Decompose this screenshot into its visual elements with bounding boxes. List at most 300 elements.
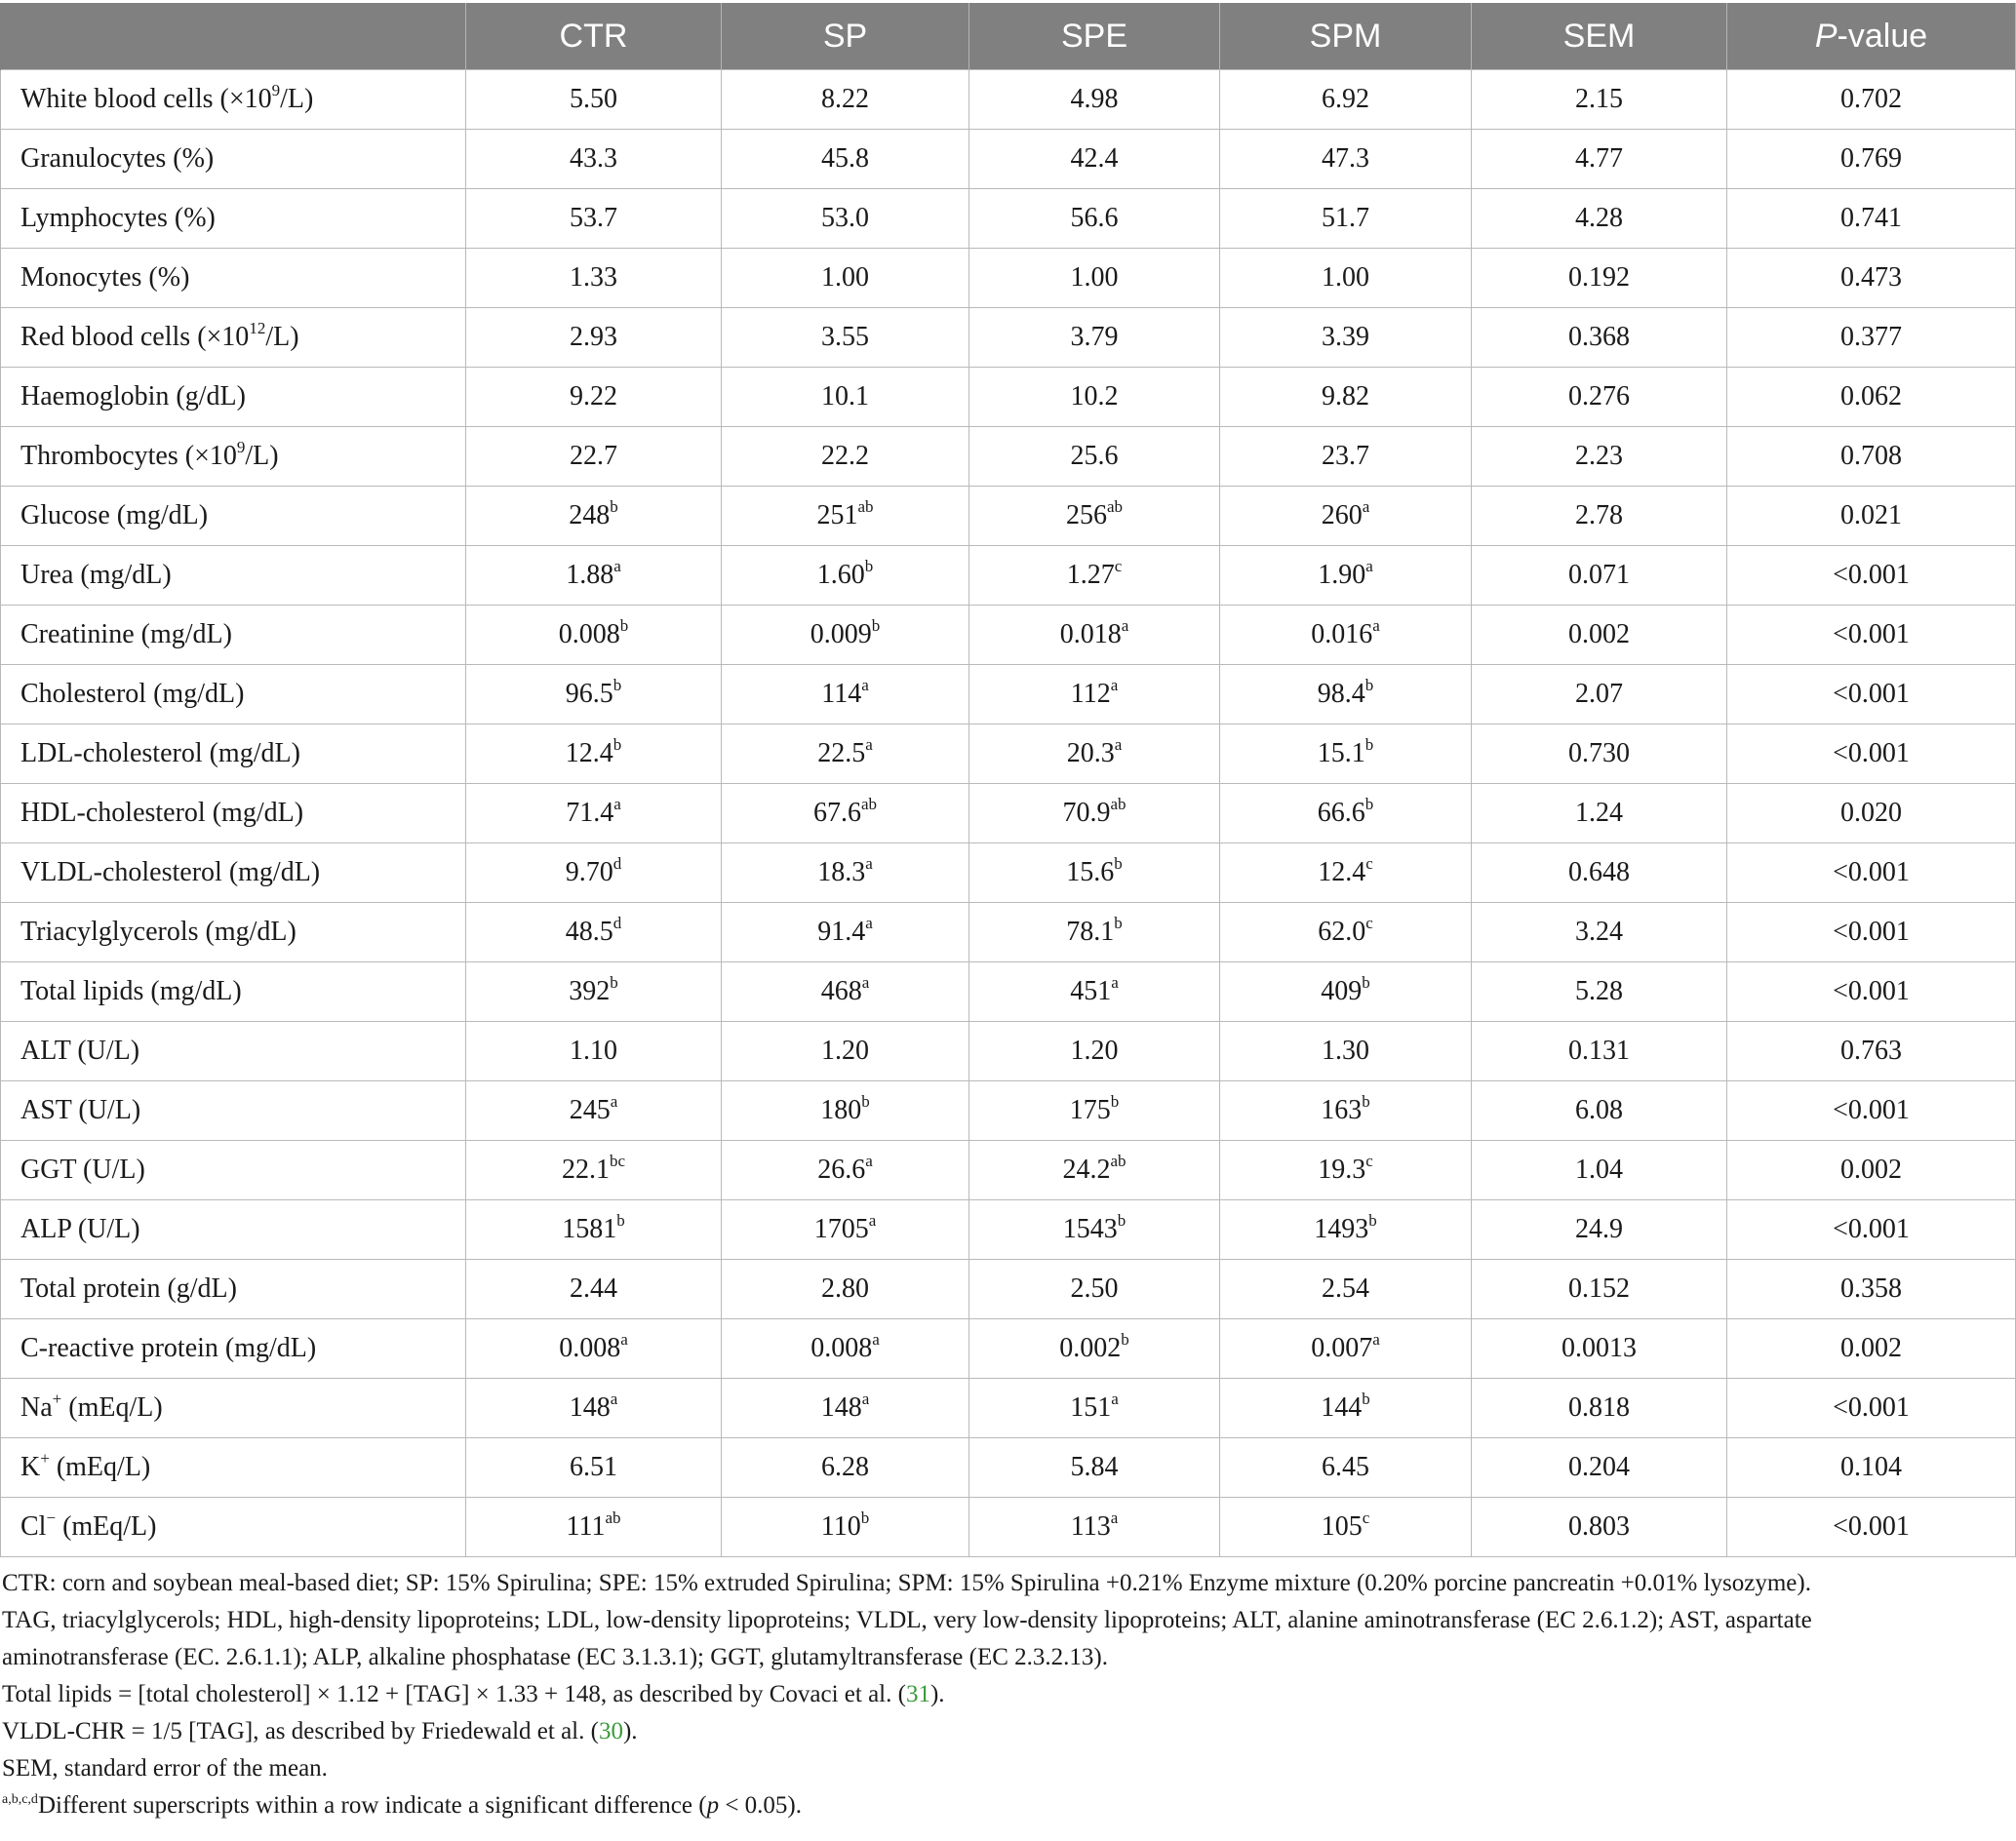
cell-value: 22.7	[570, 441, 617, 471]
cell-value: 111	[566, 1511, 606, 1542]
cell-value: 1705	[813, 1214, 869, 1244]
cell-value: 0.104	[1840, 1452, 1902, 1482]
cell-p-value	[1727, 1022, 2016, 1081]
cell-value: 2.54	[1322, 1273, 1369, 1304]
significance-superscript: b	[1364, 795, 1374, 813]
row-label	[1, 1438, 466, 1498]
table-body	[1, 70, 2016, 1557]
cell-value: 0.818	[1568, 1392, 1630, 1423]
table-row	[1, 665, 2016, 725]
cell-spe	[969, 70, 1220, 130]
cell-value: 251	[816, 500, 858, 530]
cell-value: 180	[820, 1095, 862, 1125]
cell-p-value	[1727, 1141, 2016, 1200]
significance-superscript: a	[861, 973, 870, 992]
row-label-text: Haemoglobin (g/dL)	[20, 381, 246, 411]
cell-spm	[1220, 665, 1472, 725]
row-label	[1, 189, 466, 249]
cell-sem	[1472, 903, 1727, 962]
significance-superscript: a	[865, 735, 873, 754]
row-label	[1, 843, 466, 903]
cell-sp	[722, 546, 969, 606]
significance-superscript: a	[1111, 973, 1119, 992]
cell-value: 70.9	[1062, 798, 1111, 828]
cell-p-value	[1727, 606, 2016, 665]
cell-value: 56.6	[1070, 203, 1119, 233]
row-label-unit: (mEq/L)	[49, 1452, 151, 1482]
row-label-text: Red blood cells (×10	[20, 322, 250, 352]
cell-value: 105	[1321, 1511, 1363, 1542]
significance-superscript: a	[613, 795, 621, 813]
row-label	[1, 546, 466, 606]
row-label	[1, 1200, 466, 1260]
cell-spm	[1220, 903, 1472, 962]
row-label-text: HDL-cholesterol (mg/dL)	[20, 798, 304, 828]
cell-value: 110	[820, 1511, 861, 1542]
table-row	[1, 725, 2016, 784]
cell-value: 260	[1321, 500, 1363, 530]
cell-spm	[1220, 249, 1472, 308]
cell-value: 43.3	[570, 143, 617, 174]
cell-sem	[1472, 1081, 1727, 1141]
cell-value: 5.28	[1575, 976, 1623, 1006]
footnote-superscripts	[2, 1787, 2016, 1824]
cell-ctr	[466, 308, 722, 368]
cell-value: 2.93	[570, 322, 617, 352]
significance-superscript: b	[613, 676, 622, 694]
significance-superscript: b	[619, 616, 629, 635]
cell-sp	[722, 427, 969, 487]
cell-sp	[722, 70, 969, 130]
cell-value: 0.008	[810, 1333, 873, 1363]
row-label-text: Triacylglycerols (mg/dL)	[20, 917, 296, 947]
significance-superscript: c	[1365, 1152, 1373, 1170]
significance-superscript: b	[1364, 735, 1374, 754]
cell-value: 1.88	[566, 560, 614, 590]
cell-spe	[969, 843, 1220, 903]
cell-value: 3.24	[1575, 917, 1623, 947]
row-label-text: AST (U/L)	[20, 1095, 141, 1125]
cell-spm	[1220, 1141, 1472, 1200]
footnote-vldl	[2, 1713, 2016, 1750]
significance-superscript: b	[1362, 1092, 1370, 1111]
significance-superscript: b	[1110, 1092, 1120, 1111]
cell-spe	[969, 130, 1220, 189]
cell-value: 392	[569, 976, 611, 1006]
cell-value: 144	[1321, 1392, 1363, 1423]
cell-spm	[1220, 843, 1472, 903]
significance-superscript: a	[1372, 1330, 1380, 1349]
cell-value: 0.769	[1840, 143, 1902, 174]
cell-value: 6.92	[1322, 84, 1369, 114]
significance-superscript: b	[1114, 914, 1123, 932]
cell-sp	[722, 1022, 969, 1081]
document	[0, 3, 2016, 1824]
significance-superscript: b	[1121, 1330, 1129, 1349]
p-value-suffix: -value	[1837, 17, 1928, 55]
cell-value: 18.3	[817, 857, 866, 887]
footnote-vldl-close: ).	[622, 1718, 638, 1744]
significance-superscript: b	[610, 497, 618, 516]
significance-superscript: a	[868, 1211, 877, 1230]
cell-sp	[722, 130, 969, 189]
cell-value: 148	[569, 1392, 611, 1423]
cell-value: 0.192	[1568, 262, 1630, 293]
significance-superscript: c	[1365, 914, 1373, 932]
cell-spm	[1220, 1081, 1472, 1141]
cell-p-value	[1727, 665, 2016, 725]
cell-ctr	[466, 249, 722, 308]
cell-sem	[1472, 427, 1727, 487]
table-row	[1, 1200, 2016, 1260]
cell-value: 10.2	[1070, 381, 1119, 411]
cell-sp	[722, 903, 969, 962]
cell-value: 62.0	[1318, 917, 1366, 947]
header-cell-spm: SPM	[1220, 3, 1472, 70]
cell-value: 25.6	[1070, 441, 1119, 471]
row-label	[1, 784, 466, 843]
header-cell-spe: SPE	[969, 3, 1220, 70]
row-label	[1, 665, 466, 725]
cell-ctr	[466, 1319, 722, 1379]
significance-superscript: a	[620, 1330, 628, 1349]
cell-spm	[1220, 1022, 1472, 1081]
row-label	[1, 903, 466, 962]
row-label-text: Total protein (g/dL)	[20, 1273, 237, 1304]
cell-value: 3.39	[1322, 322, 1369, 352]
cell-sem	[1472, 1022, 1727, 1081]
cell-ctr	[466, 427, 722, 487]
significance-superscript: c	[1362, 1508, 1370, 1527]
significance-superscript: b	[613, 735, 622, 754]
significance-superscript: a	[1110, 676, 1119, 694]
row-label	[1, 308, 466, 368]
row-label	[1, 1141, 466, 1200]
significance-superscript: ab	[860, 795, 878, 813]
table-row	[1, 1260, 2016, 1319]
cell-sp	[722, 1438, 969, 1498]
cell-value: 0.702	[1840, 84, 1902, 114]
row-label-text: Monocytes (%)	[20, 262, 190, 293]
row-label-text: Thrombocytes (×10	[20, 441, 237, 471]
cell-sp	[722, 1141, 969, 1200]
cell-value: 53.0	[821, 203, 869, 233]
table-row	[1, 546, 2016, 606]
cell-value: <0.001	[1833, 917, 1910, 947]
cell-sem	[1472, 1379, 1727, 1438]
cell-spe	[969, 1141, 1220, 1200]
row-label-text: LDL-cholesterol (mg/dL)	[20, 738, 300, 768]
row-label	[1, 1081, 466, 1141]
cell-value: 0.763	[1840, 1036, 1902, 1066]
cell-spm	[1220, 427, 1472, 487]
footnote-vldl-text: VLDL-CHR = 1/5 [TAG], as described by Friedewald et al. (	[2, 1718, 599, 1744]
cell-value: <0.001	[1833, 738, 1910, 768]
cell-value: 0.009	[810, 619, 872, 649]
row-label-text: Granulocytes (%)	[20, 143, 215, 174]
table-header	[1, 3, 2016, 70]
significance-superscript: a	[1114, 735, 1123, 754]
significance-superscript: a	[861, 676, 869, 694]
cell-spm	[1220, 70, 1472, 130]
significance-superscript: b	[610, 973, 618, 992]
significance-superscript: c	[1114, 557, 1123, 575]
cell-value: 1.30	[1322, 1036, 1369, 1066]
cell-value: 451	[1070, 976, 1112, 1006]
cell-value: 0.730	[1568, 738, 1630, 768]
significance-superscript: a	[1121, 616, 1129, 635]
significance-superscript: ab	[1106, 497, 1124, 516]
cell-spe	[969, 189, 1220, 249]
row-label-text: C-reactive protein (mg/dL)	[20, 1333, 317, 1363]
cell-ctr	[466, 1498, 722, 1557]
significance-superscript: a	[1110, 1508, 1119, 1527]
significance-superscript: a	[1362, 497, 1370, 516]
row-label-text: White blood cells (×10	[20, 84, 272, 114]
significance-superscript: ab	[1110, 795, 1127, 813]
cell-value: 1.60	[816, 560, 865, 590]
cell-p-value	[1727, 1260, 2016, 1319]
significance-superscript: a	[1111, 1390, 1119, 1408]
cell-value: 2.44	[570, 1273, 617, 1304]
cell-sem	[1472, 487, 1727, 546]
cell-value: 0.018	[1059, 619, 1122, 649]
cell-sp	[722, 606, 969, 665]
cell-spe	[969, 903, 1220, 962]
footnote-superscript-letters: a,b,c,d	[2, 1792, 38, 1807]
cell-value: 2.07	[1575, 679, 1623, 709]
cell-ctr	[466, 487, 722, 546]
cell-spe	[969, 546, 1220, 606]
significance-superscript: a	[613, 557, 621, 575]
cell-value: 1.04	[1575, 1155, 1623, 1185]
cell-value: 19.3	[1318, 1155, 1366, 1185]
cell-spe	[969, 249, 1220, 308]
significance-superscript: ab	[1110, 1152, 1127, 1170]
cell-ctr	[466, 1438, 722, 1498]
cell-value: 5.84	[1070, 1452, 1119, 1482]
cell-p-value	[1727, 189, 2016, 249]
cell-value: 1.00	[1070, 262, 1119, 293]
cell-sp	[722, 1081, 969, 1141]
cell-value: 2.50	[1070, 1273, 1119, 1304]
cell-spm	[1220, 1379, 1472, 1438]
row-label-unit: /L)	[280, 84, 314, 114]
cell-value: 175	[1069, 1095, 1111, 1125]
cell-value: 15.6	[1066, 857, 1115, 887]
cell-value: 0.021	[1840, 500, 1902, 530]
row-label-unit: /L)	[265, 322, 299, 352]
row-label-text: K	[20, 1452, 41, 1482]
cell-value: 3.55	[821, 322, 869, 352]
row-label-superscript: 12	[249, 319, 266, 337]
cell-value: 409	[1321, 976, 1363, 1006]
significance-superscript: b	[861, 1092, 870, 1111]
cell-value: <0.001	[1833, 1392, 1910, 1423]
cell-sem	[1472, 606, 1727, 665]
cell-value: 1493	[1314, 1214, 1369, 1244]
table-row	[1, 1141, 2016, 1200]
reference-link-30[interactable]: 30	[598, 1718, 623, 1744]
significance-superscript: a	[865, 1152, 873, 1170]
cell-value: 0.002	[1840, 1155, 1902, 1185]
cell-value: 0.0013	[1561, 1333, 1637, 1363]
cell-sem	[1472, 546, 1727, 606]
cell-value: 0.276	[1568, 381, 1630, 411]
cell-sp	[722, 487, 969, 546]
row-label-text: Na	[20, 1392, 53, 1423]
cell-value: <0.001	[1833, 560, 1910, 590]
significance-superscript: a	[861, 1390, 870, 1408]
cell-sem	[1472, 1200, 1727, 1260]
cell-value: 22.2	[821, 441, 869, 471]
table-row	[1, 1319, 2016, 1379]
significance-superscript: b	[1362, 1390, 1370, 1408]
row-label	[1, 487, 466, 546]
cell-ctr	[466, 1200, 722, 1260]
cell-value: 6.51	[570, 1452, 617, 1482]
cell-value: <0.001	[1833, 857, 1910, 887]
cell-ctr	[466, 1260, 722, 1319]
cell-value: 4.98	[1070, 84, 1119, 114]
cell-p-value	[1727, 368, 2016, 427]
cell-value: 48.5	[565, 917, 613, 947]
row-label-superscript: +	[52, 1390, 62, 1408]
reference-link-31[interactable]: 31	[905, 1681, 930, 1707]
cell-spm	[1220, 606, 1472, 665]
significance-superscript: a	[1365, 557, 1373, 575]
cell-value: 0.062	[1840, 381, 1902, 411]
header-cell-parameter	[1, 3, 466, 70]
cell-value: <0.001	[1833, 1214, 1910, 1244]
row-label-unit: (mEq/L)	[61, 1392, 163, 1423]
cell-spe	[969, 1200, 1220, 1260]
table-row	[1, 130, 2016, 189]
cell-value: 114	[821, 679, 862, 709]
row-label-text: GGT (U/L)	[20, 1155, 145, 1185]
table-row	[1, 903, 2016, 962]
cell-value: 0.002	[1840, 1333, 1902, 1363]
cell-p-value	[1727, 725, 2016, 784]
cell-sp	[722, 189, 969, 249]
row-label	[1, 1260, 466, 1319]
blood-parameters-table	[0, 3, 2016, 1557]
cell-value: 248	[569, 500, 611, 530]
cell-value: 1543	[1062, 1214, 1118, 1244]
cell-p-value	[1727, 427, 2016, 487]
cell-p-value	[1727, 843, 2016, 903]
cell-value: 1.27	[1066, 560, 1115, 590]
row-label	[1, 1498, 466, 1557]
cell-value: 6.45	[1322, 1452, 1369, 1482]
significance-superscript: a	[610, 1390, 618, 1408]
row-label-text: Glucose (mg/dL)	[20, 500, 209, 530]
cell-value: 0.002	[1059, 1333, 1122, 1363]
table-footnotes	[0, 1565, 2016, 1824]
row-label-text: VLDL-cholesterol (mg/dL)	[20, 857, 321, 887]
cell-sem	[1472, 1260, 1727, 1319]
cell-value: 0.008	[559, 1333, 621, 1363]
cell-value: 0.368	[1568, 322, 1630, 352]
cell-p-value	[1727, 546, 2016, 606]
header-cell-p-value	[1727, 3, 2016, 70]
table-row	[1, 784, 2016, 843]
significance-superscript: a	[610, 1092, 618, 1111]
cell-value: 0.071	[1568, 560, 1630, 590]
cell-sem	[1472, 843, 1727, 903]
cell-p-value	[1727, 1081, 2016, 1141]
row-label	[1, 368, 466, 427]
cell-sp	[722, 1200, 969, 1260]
row-label-unit: /L)	[245, 441, 279, 471]
cell-value: 1.20	[1070, 1036, 1119, 1066]
cell-value: 151	[1070, 1392, 1112, 1423]
row-label-text: Urea (mg/dL)	[20, 560, 172, 590]
significance-superscript: a	[865, 914, 873, 932]
cell-value: 20.3	[1066, 738, 1115, 768]
table-row	[1, 606, 2016, 665]
cell-value: 45.8	[821, 143, 869, 174]
row-label	[1, 1319, 466, 1379]
cell-spe	[969, 606, 1220, 665]
cell-value: 6.28	[821, 1452, 869, 1482]
cell-sem	[1472, 784, 1727, 843]
table-row	[1, 249, 2016, 308]
cell-value: 98.4	[1317, 679, 1365, 709]
cell-value: 26.6	[817, 1155, 866, 1185]
row-label	[1, 1379, 466, 1438]
cell-spm	[1220, 368, 1472, 427]
cell-sem	[1472, 130, 1727, 189]
significance-superscript: c	[1365, 854, 1373, 873]
cell-sp	[722, 1379, 969, 1438]
significance-superscript: b	[1364, 676, 1374, 694]
cell-sem	[1472, 665, 1727, 725]
cell-p-value	[1727, 487, 2016, 546]
table-row	[1, 1379, 2016, 1438]
significance-superscript: b	[616, 1211, 625, 1230]
cell-ctr	[466, 1022, 722, 1081]
cell-ctr	[466, 784, 722, 843]
cell-value: 0.803	[1568, 1511, 1630, 1542]
header-cell-ctr: CTR	[466, 3, 722, 70]
cell-value: 1.00	[1322, 262, 1369, 293]
row-label-superscript: 9	[271, 81, 281, 99]
cell-sem	[1472, 368, 1727, 427]
cell-ctr	[466, 1081, 722, 1141]
row-label-text: Cholesterol (mg/dL)	[20, 679, 245, 709]
cell-p-value	[1727, 308, 2016, 368]
cell-spm	[1220, 546, 1472, 606]
cell-p-value	[1727, 1319, 2016, 1379]
cell-spm	[1220, 1260, 1472, 1319]
cell-ctr	[466, 962, 722, 1022]
cell-ctr	[466, 725, 722, 784]
cell-value: 5.50	[570, 84, 617, 114]
row-label-superscript: +	[40, 1449, 50, 1468]
row-label	[1, 606, 466, 665]
cell-value: 9.82	[1322, 381, 1369, 411]
cell-value: 6.08	[1575, 1095, 1623, 1125]
cell-sem	[1472, 1319, 1727, 1379]
cell-value: 22.1	[561, 1155, 610, 1185]
cell-sp	[722, 784, 969, 843]
cell-sp	[722, 1319, 969, 1379]
significance-superscript: d	[613, 854, 622, 873]
table-row	[1, 70, 2016, 130]
cell-ctr	[466, 130, 722, 189]
cell-ctr	[466, 546, 722, 606]
